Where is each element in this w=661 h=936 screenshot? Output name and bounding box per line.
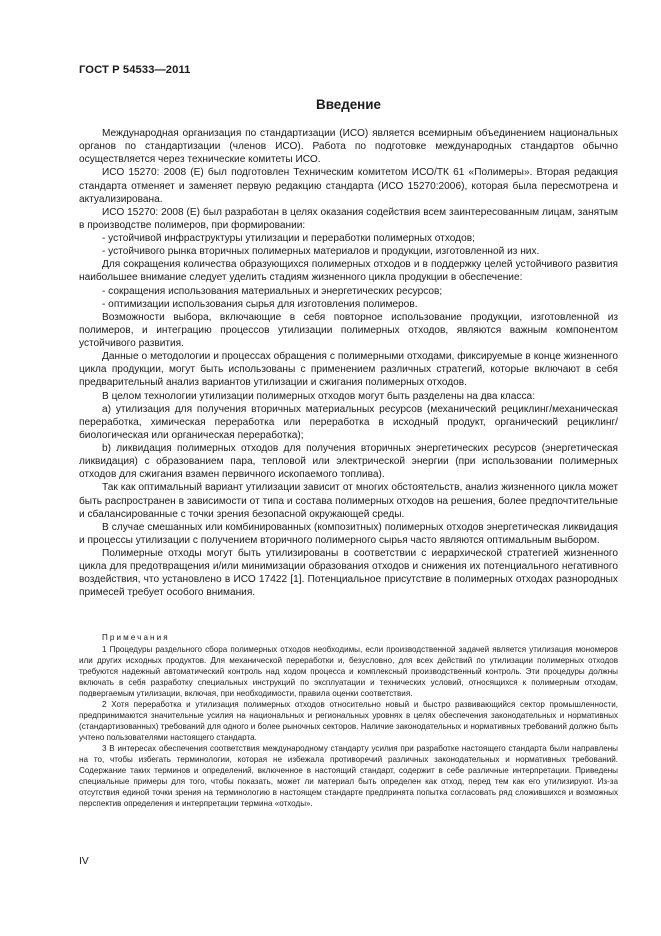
paragraph: Данные о методологии и процессах обращения с полимерными отходами, фиксируемые в конце жизненного цикла продукции, могут быть использованы с применением различных стратегий, которые включают в себя предварительный анализ вариантов утилизации и сжигания полимерных отходов. <box>79 351 618 389</box>
document-code-header: ГОСТ Р 54533—2011 <box>79 64 191 76</box>
list-item: а) утилизация для получения вторичных материальных ресурсов (механический рециклинг/механическая переработка, химическая переработка или переработка в исходный продукт, органический рециклинг/биологическая или органическая переработка); <box>79 403 618 441</box>
note-item: 1 Процедуры раздельного сбора полимерных отходов необходимы, если производственной задачей является утилизация мономеров или других исходных продуктов. Для механической переработки и, безусловно, для всех действий по утилизации полимерных отходов требуются надежный автоматический контроль над ходом процесса и комплексный производственный контроль. Эти процедуры должны включать в себя разработку специальных инструкций по эксплуатации и технических условий, относящихся к полимерным отходам, подвергаемым утилизации, включая, при необходимости, правила оценки соответствия. <box>79 644 618 698</box>
notes-section <box>79 632 618 809</box>
list-item: b) ликвидация полимерных отходов для получения вторичных энергетических ресурсов (энергетическая ликвидация) с образованием пара, тепловой или электрической энергии (при использовании полимерных отходов для сжигания взамен первичного ископаемого топлива). <box>79 443 618 481</box>
paragraph: ИСО 15270: 2008 (Е) был подготовлен Техническим комитетом ИСО/ТК 61 «Полимеры». Вторая редакция стандарта отменяет и заменяет первую редакцию стандарта (ИСО 15270:2006), которая была пересмотрена и актуализирована. <box>79 167 618 205</box>
list-item: - устойчивой инфраструктуры утилизации и переработки полимерных отходов; <box>102 233 475 244</box>
list-item: - оптимизации использования сырья для изготовления полимеров. <box>102 298 418 310</box>
paragraph: Возможности выбора, включающие в себя повторное использование продукции, изготовленной из полимеров, и интеграцию процессов утилизации полимерных отходов, являются важным компонентом устойчивого развития. <box>79 311 618 349</box>
paragraph: Так как оптимальный вариант утилизации зависит от многих обстоятельств, анализ жизненного цикла может быть распространен в зависимости от типа и состава полимерных отходов на решения, более предпочтительные и сбалансированные с точки зрения безопасной окружающей среды. <box>79 482 618 520</box>
notes-heading: Примечания <box>102 633 170 642</box>
section-title: Введение <box>316 97 381 112</box>
paragraph: Для сокращения количества образующихся полимерных отходов и в поддержку целей устойчивого развития наибольшее внимание следует уделить стадиям жизненного цикла продукции в обеспечение: <box>79 259 618 284</box>
paragraph: В случае смешанных или комбинированных (композитных) полимерных отходов энергетическая ликвидация и процессы утилизации с получением вторичного полимерного сырья часто являются оптимальным выбором. <box>79 521 618 546</box>
note-item: 2 Хотя переработка и утилизация полимерных отходов относительно новый и быстро развивающийся сектор промышленности, предпринимаются значительные усилия на национальных и региональных уровнях в целях обеспечения законодательных и нормативных (стандартизованных) требований для одного и более рыночных секторов. Наличие законодательных и нормативных требований должно быть учтено пользователями настоящего стандарта. <box>79 699 618 742</box>
note-item: 3 В интересах обеспечения соответствия международному стандарту усилия при разработке настоящего стандарта были направлены на то, чтобы избегать терминологии, которая не избежала противоречий различных законодательных и нормативных требований. Содержание таких терминов и определений, включенное в настоящий стандарт, содержит в себе различные интерпретации. Приведены специальные примеры для того, чтобы показать, может ли материал быть определен как отход, перед тем как его утилизируют. Из-за отсутствия единой точки зрения на терминологию в настоящем стандарте предпринята попытка согласовать ряд сложившихся и возможных перспектив определения и интерпретации термина «отходы». <box>79 743 618 808</box>
paragraph: Международная организация по стандартизации (ИСО) является всемирным объединением национальных органов по стандартизации (членов ИСО). Работа по подготовке международных стандартов обычно осуществляется через технические комитеты ИСО. <box>79 128 618 166</box>
list-item: - сокращения использования материальных и энергетических ресурсов; <box>102 285 443 297</box>
list-item: - устойчивого рынка вторичных полимерных материалов и продукции, изготовленной из них. <box>102 246 540 258</box>
page-number: IV <box>79 856 89 867</box>
paragraph: Полимерные отходы могут быть утилизированы в соответствии с иерархической стратегией жизненного цикла для предотвращения и/или минимизации образования отходов и снижения их потенциального негативного воздействия, что установлено в ИСО 17422 [1]. Потенциальное присутствие в полимерных отходах разнородных примесей требует особого внимания. <box>79 548 618 599</box>
paragraph: ИСО 15270: 2008 (Е) был разработан в целях оказания содействия всем заинтересованным лицам, занятым в производстве полимеров, при формировании: <box>79 206 618 231</box>
paragraph: В целом технологии утилизации полимерных отходов могут быть разделены на два класса: <box>102 390 536 402</box>
body-text <box>79 127 618 600</box>
